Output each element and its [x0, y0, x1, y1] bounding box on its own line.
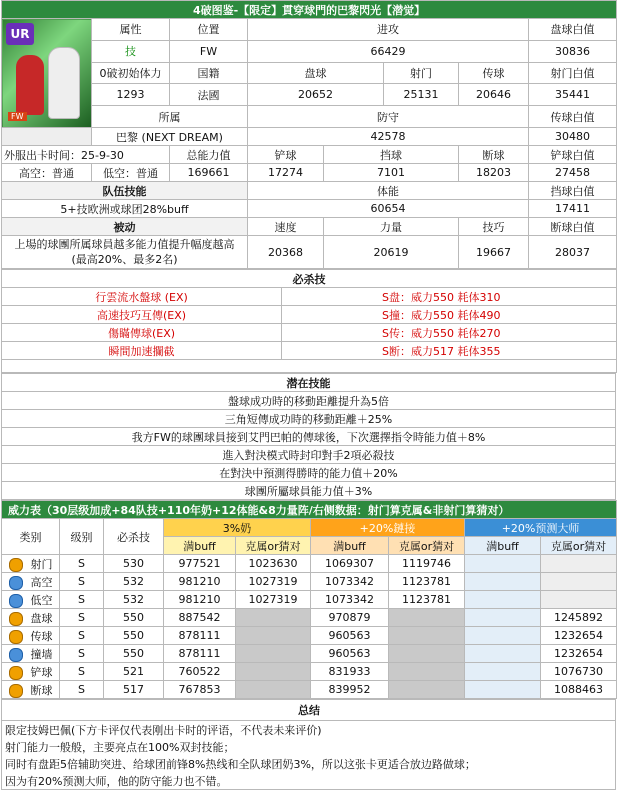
power-type: [2, 591, 60, 609]
power-type-label: 传球: [30, 629, 53, 643]
skill-icon: [9, 594, 23, 608]
power-predict-kor: [541, 573, 617, 591]
power-3pct-full: 981210: [164, 573, 236, 591]
tackle-value: 17274: [248, 164, 324, 182]
latent-skill: 三角短傳成功時的移動距離＋25%: [2, 410, 616, 428]
power-link-full: 1069307: [311, 555, 389, 573]
special-name: 傷瞞傳球(EX): [2, 324, 282, 342]
power-type: [2, 555, 60, 573]
block-base-value: 17411: [529, 200, 617, 218]
tech-header: 技巧: [459, 218, 529, 236]
special-effect: S盘：威力550 耗体310: [282, 288, 617, 306]
intercept-value: 18203: [459, 164, 529, 182]
power-header: 力量: [324, 218, 459, 236]
latent-skill: 球團所屬球員能力值＋3%: [2, 482, 616, 500]
power-type: [2, 627, 60, 645]
sub-kor: 克属or猜对: [389, 537, 465, 555]
skill-icon: [9, 666, 23, 680]
power-skill: 532: [104, 573, 164, 591]
pass-header: 传球: [459, 62, 529, 84]
player-figure-red: [16, 55, 44, 115]
dribble-base-header: 盘球白值: [529, 19, 617, 41]
body-value: 60654: [248, 200, 529, 218]
power-type: [2, 645, 60, 663]
power-row: [2, 609, 617, 627]
skill-header: 必杀技: [104, 519, 164, 555]
intercept-header: 断球: [459, 146, 529, 164]
power-row: [2, 591, 617, 609]
pass-value: 20646: [459, 84, 529, 106]
card-sheet: [1, 0, 616, 790]
special-header: 必杀技: [2, 270, 617, 288]
team-skill-value: 5+技欧洲或球团28%buff: [2, 200, 248, 218]
power-predict-kor: 1088463: [541, 681, 617, 699]
summary-line: 射门能力一般般，主要亮点在100%双封技能；: [2, 738, 616, 755]
tech-value: 19667: [459, 236, 529, 269]
power-type: [2, 609, 60, 627]
intercept-base-value: 28037: [529, 236, 617, 269]
team-skill-header: 队伍技能: [2, 182, 248, 200]
power-link-full: 970879: [311, 609, 389, 627]
power-level: S: [60, 681, 104, 699]
shoot-value: 25131: [384, 84, 459, 106]
latent-skill: 進入對決模式時封印對手2項必殺技: [2, 446, 616, 464]
defense-header: 防守: [248, 106, 529, 128]
power-skill: 550: [104, 627, 164, 645]
dribble-header: 盘球: [248, 62, 384, 84]
dribble-value: 20652: [248, 84, 384, 106]
power-3pct-kor: 1027319: [236, 573, 311, 591]
power-row: [2, 627, 617, 645]
latent-table: [1, 373, 616, 500]
power-3pct-kor: 1027319: [236, 591, 311, 609]
pass-base-value: 30480: [529, 128, 617, 146]
player-figure-white: [48, 47, 80, 119]
group-3pct: 3%奶: [164, 519, 311, 537]
power-type: [2, 663, 60, 681]
power-3pct-full: 977521: [164, 555, 236, 573]
power-row: [2, 681, 617, 699]
power-3pct-full: 878111: [164, 627, 236, 645]
skill-icon: [9, 684, 23, 698]
sub-kor: 克属or猜对: [541, 537, 617, 555]
power-link-full: 960563: [311, 645, 389, 663]
skill-icon: [9, 648, 23, 662]
power-table: [1, 500, 617, 699]
power-predict-full: [465, 555, 541, 573]
latent-skill: 在對決中預測得勝時的能力值＋20%: [2, 464, 616, 482]
total-header: 总能力值: [170, 146, 248, 164]
nation-value: 法國: [170, 84, 248, 106]
body-header: 体能: [248, 182, 529, 200]
power-3pct-kor: [236, 681, 311, 699]
power-skill: 517: [104, 681, 164, 699]
power-predict-full: [465, 627, 541, 645]
special-effect: S撞：威力550 耗体490: [282, 306, 617, 324]
passive-line-1: 上場的球團所属球員越多能力值提升幅度越高: [14, 238, 235, 251]
spacer: [2, 360, 617, 373]
pos-header: 位置: [170, 19, 248, 41]
stamina-header: 0破初始体力: [92, 62, 170, 84]
power-level: S: [60, 645, 104, 663]
power-predict-kor: 1232654: [541, 627, 617, 645]
power-link-kor: [389, 663, 465, 681]
power-3pct-kor: [236, 609, 311, 627]
speed-value: 20368: [248, 236, 324, 269]
power-level: S: [60, 627, 104, 645]
power-link-kor: 1119746: [389, 555, 465, 573]
power-level: S: [60, 573, 104, 591]
power-3pct-full: 767853: [164, 681, 236, 699]
special-effect: S断：威力517 耗体355: [282, 342, 617, 360]
power-predict-kor: [541, 591, 617, 609]
summary-line: 同时有盘距5倍辅助突进、给球团前锋8%热线和全队球团奶3%，所以这张卡更适合放边路做球；: [2, 755, 616, 772]
tackle-base-value: 27458: [529, 164, 617, 182]
skill-icon: [9, 576, 23, 590]
power-level: S: [60, 663, 104, 681]
power-3pct-kor: [236, 645, 311, 663]
block-base-header: 挡球白值: [529, 182, 617, 200]
pass-base-header: 传球白值: [529, 106, 617, 128]
power-link-kor: [389, 681, 465, 699]
team-header: 所属: [92, 106, 248, 128]
power-type-label: 高空: [30, 575, 53, 589]
skill-icon: [9, 558, 23, 572]
special-name: 行雲流水盤球 (EX): [2, 288, 282, 306]
power-predict-kor: 1232654: [541, 645, 617, 663]
power-3pct-kor: [236, 663, 311, 681]
power-predict-kor: [541, 555, 617, 573]
power-level: S: [60, 591, 104, 609]
pos-value: FW: [170, 40, 248, 62]
power-link-full: 839952: [311, 681, 389, 699]
defense-value: 42578: [248, 128, 529, 146]
low-rating: 低空：普通: [92, 164, 170, 182]
special-effect: S传：威力550 耗体270: [282, 324, 617, 342]
power-type-label: 低空: [30, 593, 53, 607]
card-image: [2, 19, 92, 128]
rarity-badge: UR: [6, 23, 34, 45]
group-link: +20%鏈接: [311, 519, 465, 537]
nation-header: 国籍: [170, 62, 248, 84]
power-level: S: [60, 555, 104, 573]
power-skill: 550: [104, 645, 164, 663]
sub-full: 满buff: [465, 537, 541, 555]
power-3pct-kor: 1023630: [236, 555, 311, 573]
power-skill: 521: [104, 663, 164, 681]
power-link-full: 1073342: [311, 573, 389, 591]
power-predict-full: [465, 663, 541, 681]
card-footer: [2, 128, 92, 146]
total-value: 169661: [170, 164, 248, 182]
attack-header: 进攻: [248, 19, 529, 41]
latent-header: 潜在技能: [2, 374, 616, 392]
level-header: 级别: [60, 519, 104, 555]
dribble-base-value: 30836: [529, 40, 617, 62]
power-row: [2, 573, 617, 591]
power-skill: 532: [104, 591, 164, 609]
team-value: 巴黎 (NEXT DREAM): [92, 128, 248, 146]
power-link-kor: [389, 609, 465, 627]
power-type: [2, 681, 60, 699]
power-type: [2, 573, 60, 591]
sub-full: 满buff: [164, 537, 236, 555]
power-type-label: 盘球: [30, 611, 53, 625]
summary-line: 因为有20%预测大师，他的防守能力也不错。: [2, 772, 616, 790]
special-table: [1, 269, 617, 373]
power-type-label: 铲球: [30, 665, 53, 679]
stamina-value: 1293: [92, 84, 170, 106]
info-table: [1, 0, 617, 269]
power-predict-kor: 1076730: [541, 663, 617, 681]
special-name: 瞬間加速攔截: [2, 342, 282, 360]
power-link-kor: 1123781: [389, 573, 465, 591]
power-3pct-full: 887542: [164, 609, 236, 627]
block-value: 7101: [324, 164, 459, 182]
block-header: 挡球: [324, 146, 459, 164]
power-predict-full: [465, 609, 541, 627]
release-date: 外服出卡时间：25-9-30: [2, 146, 170, 164]
skill-icon: [9, 630, 23, 644]
power-link-kor: [389, 645, 465, 663]
attr-value: 技: [92, 40, 170, 62]
power-skill: 550: [104, 609, 164, 627]
power-type-label: 断球: [30, 683, 53, 697]
power-level: S: [60, 609, 104, 627]
power-predict-full: [465, 591, 541, 609]
shoot-header: 射门: [384, 62, 459, 84]
power-3pct-full: 878111: [164, 645, 236, 663]
power-type-label: 射门: [30, 557, 53, 571]
power-link-kor: 1123781: [389, 591, 465, 609]
special-name: 高速技巧互傳(EX): [2, 306, 282, 324]
power-3pct-full: 760522: [164, 663, 236, 681]
intercept-base-header: 断球白值: [529, 218, 617, 236]
summary-header: 总结: [2, 700, 616, 721]
sub-full: 满buff: [311, 537, 389, 555]
power-link-kor: [389, 627, 465, 645]
power-3pct-full: 981210: [164, 591, 236, 609]
page-title: 4破图鉴-【限定】貫穿球門的巴黎閃光【潜觉】: [2, 1, 617, 19]
power-predict-full: [465, 645, 541, 663]
passive-header: 被动: [2, 218, 248, 236]
passive-line-2: (最高20%、最多2名): [71, 253, 178, 266]
attack-value: 66429: [248, 40, 529, 62]
power-link-full: 831933: [311, 663, 389, 681]
power-predict-full: [465, 681, 541, 699]
summary-line: 限定技姆巴佩(下方卡评仅代表刚出卡时的评语，不代表未来评价): [2, 721, 616, 739]
latent-skill: 我方FW的球團球員接到艾門巴帕的傳球後，下次選擇指令時能力值＋8%: [2, 428, 616, 446]
air-rating: 高空：普通: [2, 164, 92, 182]
tackle-header: 铲球: [248, 146, 324, 164]
shoot-base-header: 射门白值: [529, 62, 617, 84]
power-skill: 530: [104, 555, 164, 573]
latent-skill: 盤球成功時的移動距離提升為5倍: [2, 392, 616, 410]
power-title: 威力表（30层级加成+84队技+110年奶+12体能&8力量阵/右侧数据：射门算克属&非射门算猜对）: [2, 501, 617, 519]
summary-table: [1, 699, 616, 790]
speed-header: 速度: [248, 218, 324, 236]
skill-icon: [9, 612, 23, 626]
power-row: [2, 663, 617, 681]
passive-value: [2, 236, 248, 269]
power-link-full: 960563: [311, 627, 389, 645]
position-tag: FW: [8, 112, 27, 121]
power-predict-kor: 1245892: [541, 609, 617, 627]
type-header: 类别: [2, 519, 60, 555]
power-3pct-kor: [236, 627, 311, 645]
power-link-full: 1073342: [311, 591, 389, 609]
tackle-base-header: 铲球白值: [529, 146, 617, 164]
power-row: [2, 645, 617, 663]
power-row: [2, 555, 617, 573]
attr-header: 属性: [92, 19, 170, 41]
sub-kor: 克属or猜对: [236, 537, 311, 555]
group-predict: +20%预测大师: [465, 519, 617, 537]
shoot-base-value: 35441: [529, 84, 617, 106]
power-value: 20619: [324, 236, 459, 269]
power-type-label: 撞墙: [30, 647, 53, 661]
power-predict-full: [465, 573, 541, 591]
